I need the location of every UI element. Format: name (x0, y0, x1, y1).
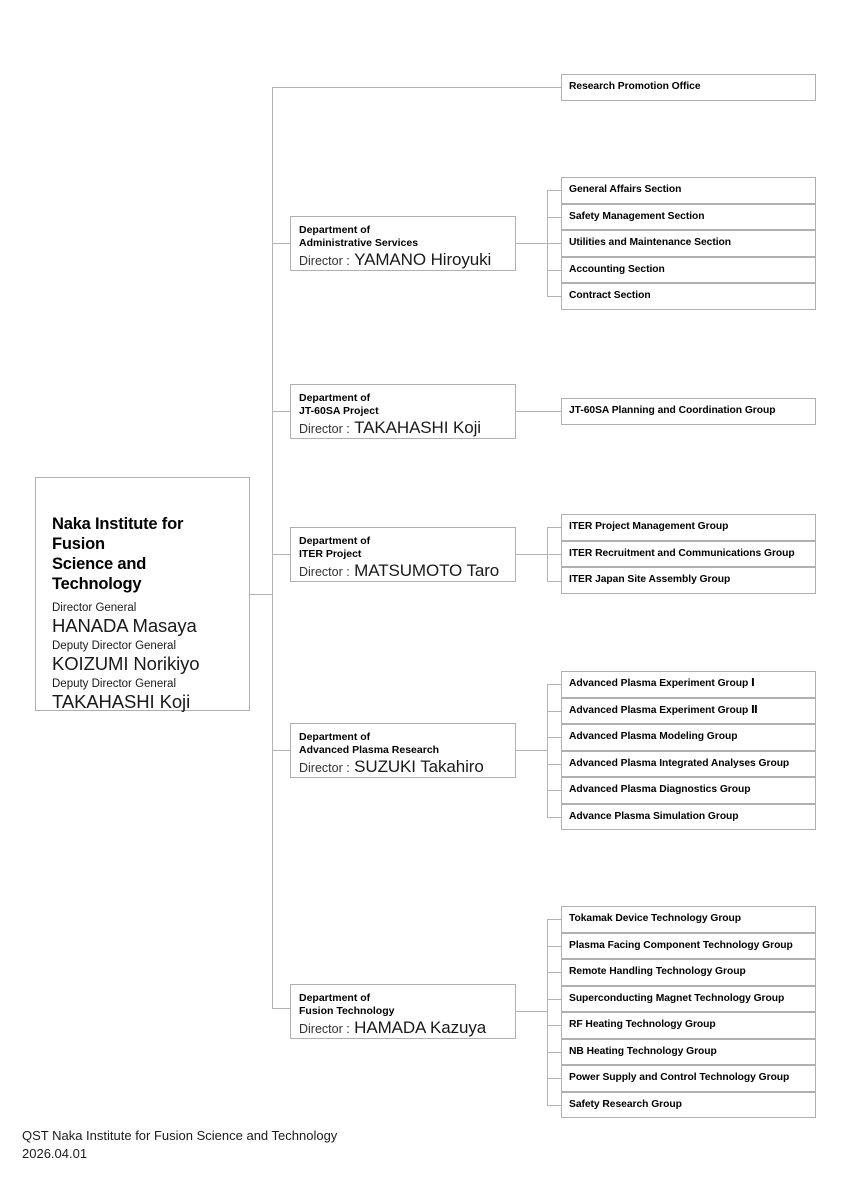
root-role-name-0: HANADA Masaya (52, 615, 197, 636)
root-role-deputy-1 (48, 639, 237, 675)
connector-dept-2-child-1 (547, 554, 561, 555)
leaf-label: Plasma Facing Component Technology Group (569, 939, 793, 951)
dept-director-label: Director : (299, 422, 350, 436)
leaf-box-power-supply-and-control-technology-group[interactable] (561, 1065, 816, 1092)
dept-director-label: Director : (299, 254, 350, 268)
root-role-title-2: Deputy Director General (52, 678, 176, 690)
leaf-label: Advanced Plasma Integrated Analyses Group (569, 757, 790, 769)
footer (22, 1127, 337, 1163)
root-title-line1: Naka Institute for Fusion (52, 515, 184, 553)
leaf-box-advance-plasma-simulation-group[interactable] (561, 804, 816, 831)
leaf-label: Accounting Section (569, 263, 665, 275)
connector-dept-0-to-subspine (516, 243, 547, 244)
dept-line1: Department of (299, 224, 371, 236)
leaf-box-tokamak-device-technology-group[interactable] (561, 906, 816, 933)
connector-dept-4-child-3 (547, 999, 561, 1000)
connector-spine-to-dept-3 (272, 750, 291, 751)
leaf-label: General Affairs Section (569, 184, 682, 196)
connector-dept-4-child-6 (547, 1078, 561, 1079)
leaf-label: NB Heating Technology Group (569, 1045, 717, 1057)
leaf-label: Safety Research Group (569, 1098, 682, 1110)
connector-dept-3-to-subspine (516, 750, 547, 751)
dept-line2: Administrative Services (299, 236, 419, 249)
leaf-label: Safety Management Section (569, 210, 705, 222)
leaf-box-iter-recruitment-and-communications-group[interactable] (561, 541, 816, 568)
root-title-line2: Science and Technology (52, 555, 147, 593)
connector-dept-3-child-5 (547, 817, 561, 818)
dept-director-name: TAKAHASHI Koji (354, 418, 481, 437)
leaf-box-superconducting-magnet-technology-group[interactable] (561, 986, 816, 1013)
connector-dept-1-child-0 (516, 411, 561, 412)
dept-line1: Department of (299, 731, 371, 743)
leaf-box-advanced-plasma-diagnostics-group[interactable] (561, 777, 816, 804)
connector-dept-2-to-subspine (516, 554, 547, 555)
leaf-box-advanced-plasma-experiment-group-2[interactable] (561, 698, 816, 725)
leaf-box-general-affairs-section[interactable] (561, 177, 816, 204)
dept-director-name: MATSUMOTO Taro (354, 561, 500, 580)
dept-director-name: HAMADA Kazuya (354, 1018, 487, 1037)
dept-director-name: SUZUKI Takahiro (354, 757, 484, 776)
leaf-box-nb-heating-technology-group[interactable] (561, 1039, 816, 1066)
footer-date: 2026.04.01 (22, 1146, 88, 1161)
root-role-name-2: TAKAHASHI Koji (52, 691, 191, 712)
leaf-box-safety-management-section[interactable] (561, 204, 816, 231)
leaf-box-iter-japan-site-assembly-group[interactable] (561, 567, 816, 594)
connector-dept-4-child-5 (547, 1052, 561, 1053)
leaf-label: Research Promotion Office (569, 81, 701, 93)
leaf-label: Advanced Plasma Experiment Group Ⅰ (569, 678, 755, 690)
connector-dept-4-child-2 (547, 972, 561, 973)
leaf-box-accounting-section[interactable] (561, 257, 816, 284)
root-institute-box (35, 477, 250, 711)
connector-main-spine (272, 87, 273, 1008)
leaf-box-jt60sa-planning-and-coordination-group[interactable] (561, 398, 816, 425)
leaf-label: Superconducting Magnet Technology Group (569, 992, 785, 1004)
dept-box-fusion-technology[interactable] (290, 984, 516, 1039)
leaf-label: Advance Plasma Simulation Group (569, 810, 739, 822)
dept-line2: ITER Project (299, 547, 362, 560)
connector-root-to-spine (250, 594, 273, 595)
dept-box-jt60sa-project[interactable] (290, 384, 516, 439)
leaf-label: ITER Japan Site Assembly Group (569, 574, 731, 586)
connector-dept-0-child-1 (547, 217, 561, 218)
connector-spine-to-research-promotion-office (272, 87, 562, 88)
dept-line2: Advanced Plasma Research (299, 743, 440, 756)
dept-line2: Fusion Technology (299, 1004, 395, 1017)
leaf-label: Advanced Plasma Experiment Group Ⅱ (569, 704, 758, 716)
footer-organization: QST Naka Institute for Fusion Science and Technology (22, 1128, 338, 1143)
dept-line1: Department of (299, 992, 371, 1004)
leaf-label: Remote Handling Technology Group (569, 966, 746, 978)
connector-spine-to-dept-0 (272, 243, 291, 244)
connector-dept-2-child-2 (547, 581, 561, 582)
root-role-name-1: KOIZUMI Norikiyo (52, 653, 200, 674)
connector-dept-0-child-3 (547, 270, 561, 271)
leaf-label: Power Supply and Control Technology Group (569, 1072, 790, 1084)
root-role-title-0: Director General (52, 602, 137, 614)
dept-director (299, 418, 515, 439)
leaf-label: Contract Section (569, 290, 651, 302)
leaf-box-remote-handling-technology-group[interactable] (561, 959, 816, 986)
connector-dept-4-child-4 (547, 1025, 561, 1026)
leaf-box-iter-project-management-group[interactable] (561, 514, 816, 541)
leaf-box-research-promotion-office[interactable] (561, 74, 816, 101)
root-title (52, 514, 237, 594)
connector-dept-2-child-0 (547, 527, 561, 528)
dept-line1: Department of (299, 535, 371, 547)
dept-line1: Department of (299, 392, 371, 404)
connector-dept-3-child-2 (547, 737, 561, 738)
connector-dept-3-child-1 (547, 711, 561, 712)
leaf-box-rf-heating-technology-group[interactable] (561, 1012, 816, 1039)
leaf-label: Advanced Plasma Diagnostics Group (569, 784, 751, 796)
leaf-box-advanced-plasma-experiment-group-1[interactable] (561, 671, 816, 698)
leaf-label: ITER Recruitment and Communications Group (569, 547, 795, 559)
leaf-box-advanced-plasma-integrated-analyses-group[interactable] (561, 751, 816, 778)
dept-box-administrative-services[interactable] (290, 216, 516, 271)
leaf-label: Tokamak Device Technology Group (569, 913, 742, 925)
connector-dept-4-child-7 (547, 1105, 561, 1106)
root-role-title-1: Deputy Director General (52, 640, 176, 652)
connector-spine-to-dept-1 (272, 411, 291, 412)
leaf-label: JT-60SA Planning and Coordination Group (569, 405, 776, 417)
connector-dept-3-child-4 (547, 790, 561, 791)
root-role-deputy-2 (48, 677, 237, 713)
connector-dept-4-child-0 (547, 919, 561, 920)
dept-director-label: Director : (299, 1022, 350, 1036)
leaf-box-plasma-facing-component-technology-group[interactable] (561, 933, 816, 960)
leaf-label: Advanced Plasma Modeling Group (569, 731, 738, 743)
leaf-label: ITER Project Management Group (569, 521, 729, 533)
connector-dept-4-child-1 (547, 946, 561, 947)
dept-box-advanced-plasma-research[interactable] (290, 723, 516, 778)
connector-dept-4-to-subspine (516, 1011, 547, 1012)
dept-director (299, 561, 515, 582)
leaf-box-safety-research-group[interactable] (561, 1092, 816, 1119)
subspine-dept-3 (547, 684, 548, 817)
connector-spine-to-dept-4 (272, 1008, 291, 1009)
leaf-label: Utilities and Maintenance Section (569, 237, 731, 249)
dept-director-name: YAMANO Hiroyuki (354, 250, 492, 269)
dept-line2: JT-60SA Project (299, 404, 379, 417)
connector-dept-3-child-3 (547, 764, 561, 765)
leaf-box-advanced-plasma-modeling-group[interactable] (561, 724, 816, 751)
dept-director-label: Director : (299, 761, 350, 775)
leaf-box-utilities-and-maintenance-section[interactable] (561, 230, 816, 257)
dept-director (299, 250, 515, 271)
leaf-box-contract-section[interactable] (561, 283, 816, 310)
connector-dept-3-child-0 (547, 684, 561, 685)
root-role-director-general (48, 601, 237, 637)
dept-box-iter-project[interactable] (290, 527, 516, 582)
dept-director (299, 757, 515, 778)
connector-dept-0-child-0 (547, 190, 561, 191)
leaf-label: RF Heating Technology Group (569, 1019, 716, 1031)
dept-director (299, 1018, 515, 1039)
connector-spine-to-dept-2 (272, 554, 291, 555)
connector-dept-0-child-2 (547, 243, 561, 244)
dept-director-label: Director : (299, 565, 350, 579)
connector-dept-0-child-4 (547, 296, 561, 297)
